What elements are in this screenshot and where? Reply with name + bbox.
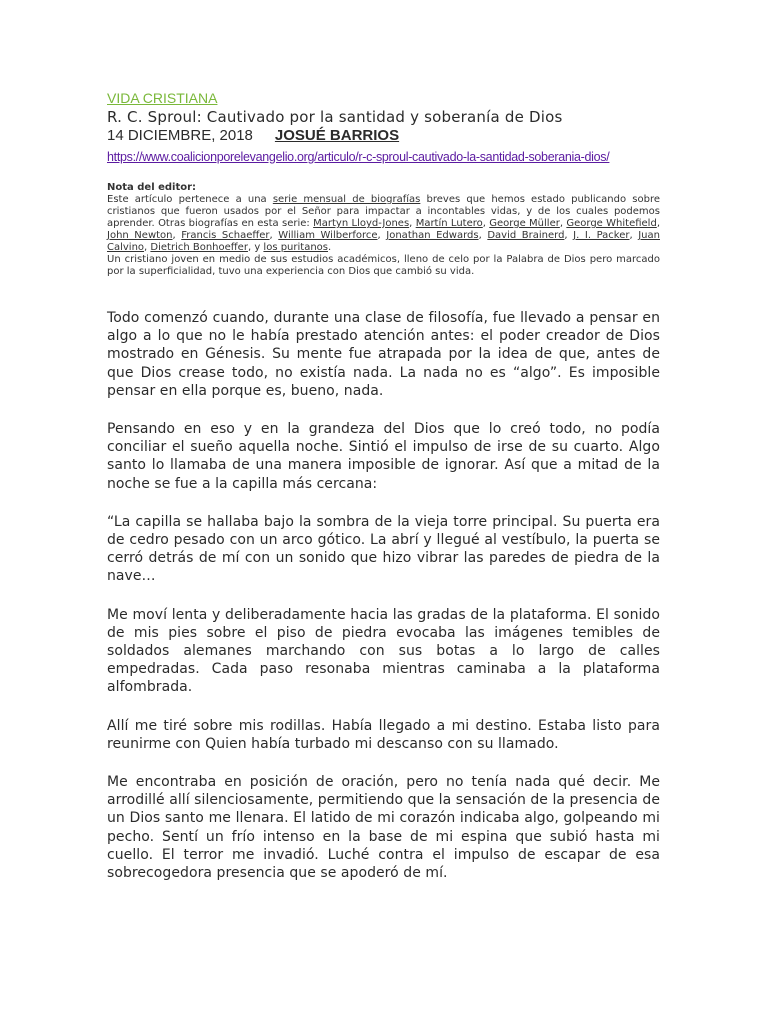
bio-link[interactable]: William Wilberforce <box>278 230 378 241</box>
editor-note-text: Este artículo pertenece a una serie mensual de biografías breves que hemos estado publicando sobre cristianos que fueron usados por el Señor para impactar a incontables vidas, y de los cuales podemos aprender. Otras biografías en esta serie: Martyn Lloyd-Jones, Martín Lutero, George Müller, George Whitefield, John Newton, Francis Schaeffer, William Wilberforce, Jonathan Edwards, David Brainerd, J. I. Packer, Juan Calvino, Dietrich Bonhoeffer, y los puritanos. <box>107 194 660 253</box>
author-link[interactable]: JOSUÉ BARRIOS <box>274 127 400 144</box>
bio-link[interactable]: Francis Schaeffer <box>181 230 270 241</box>
body-paragraph: “La capilla se hallaba bajo la sombra de la vieja torre principal. Su puerta era de cedro pesado con un arco gótico. La abrí y llegué al vestíbulo, la puerta se cerró detrás de mí con un sonido que hizo vibrar las paredes de piedra de la nave… <box>107 513 660 585</box>
note-and: y <box>254 242 264 253</box>
article-date: 14 DICIEMBRE, 2018 <box>107 127 253 144</box>
document-page <box>107 90 660 902</box>
body-paragraph: Allí me tiré sobre mis rodillas. Había llegado a mi destino. Estaba listo para reunirme con Quien había turbado mi descanso con su llamado. <box>107 717 660 752</box>
bio-link[interactable]: Juan Calvino <box>107 230 660 253</box>
article-body <box>107 309 660 882</box>
editor-note-summary: Un cristiano joven en medio de sus estudios académicos, lleno de celo por la Palabra de Dios pero marcado por la superficialidad, tuvo una experiencia con Dios que cambió su vida. <box>107 254 660 277</box>
bio-link[interactable]: Jonathan Edwards <box>386 230 479 241</box>
article-title: R. C. Sproul: Cautivado por la santidad y soberanía de Dios <box>107 108 563 126</box>
editor-note <box>107 182 660 278</box>
source-url-link[interactable]: https://www.coalicionporelevangelio.org/articulo/r-c-sproul-cautivado-la-santidad-soberania-dios/ <box>107 150 610 164</box>
dateline <box>107 127 660 145</box>
bio-link[interactable]: John Newton <box>107 230 173 241</box>
bio-link[interactable]: Martín Lutero <box>415 218 483 229</box>
series-link[interactable]: serie mensual de biografías <box>272 194 421 205</box>
body-paragraph: Todo comenzó cuando, durante una clase de filosofía, fue llevado a pensar en algo a lo que no le había prestado atención antes: el poder creador de Dios mostrado en Génesis. Su mente fue atrapada por la idea de que, antes de que Dios crease todo, no existía nada. La nada no es “algo”. Es imposible pensar en ella porque es, bueno, nada. <box>107 310 660 399</box>
note-intro-2: breves que hemos estado publicando sobre cristianos que fueron usados por el Señor para impactar a incontables vidas, y de los cuales podemos aprender. Otras biografías en esta serie: <box>107 194 660 229</box>
bio-link[interactable]: George Whitefield <box>566 218 657 229</box>
bio-link[interactable]: Martyn Lloyd-Jones <box>313 218 410 229</box>
bio-link[interactable]: David Brainerd <box>487 230 565 241</box>
bio-link[interactable]: Dietrich Bonhoeffer <box>150 242 248 253</box>
note-intro-1: Este artículo pertenece a una <box>107 194 273 205</box>
bio-link[interactable]: J. I. Packer <box>573 230 630 241</box>
editor-note-heading: Nota del editor: <box>107 182 197 193</box>
bio-link[interactable]: George Müller <box>489 218 560 229</box>
section-link[interactable]: VIDA CRISTIANA <box>107 90 218 106</box>
body-paragraph: Pensando en eso y en la grandeza del Dios que lo creó todo, no podía conciliar el sueño aquella noche. Sintió el impulso de irse de su cuarto. Algo santo lo llamaba de una manera imposible de ignorar. Así que a mitad de la noche se fue a la capilla más cercana: <box>107 421 660 492</box>
body-paragraph: Me moví lenta y deliberadamente hacia las gradas de la plataforma. El sonido de mis pies sobre el piso de piedra evocaba las imágenes temibles de soldados alemanes marchando con sus botas a lo largo de calles empedradas. Cada paso resonaba mientras caminaba a la plataforma alfombrada. <box>107 606 660 696</box>
body-paragraph: Me encontraba en posición de oración, pero no tenía nada qué decir. Me arrodillé allí silenciosamente, permitiendo que la sensación de la presencia de un Dios santo me llenara. El latido de mi corazón indicaba algo, golpeando mi pecho. Sentí un frío intenso en la base de mi espina que subió hasta mi cuello. El terror me invadió. Luché contra el impulso de escapar de esa sobrecogedora presencia que se apoderó de mí. <box>107 774 660 882</box>
bio-link[interactable]: los puritanos <box>263 242 328 253</box>
